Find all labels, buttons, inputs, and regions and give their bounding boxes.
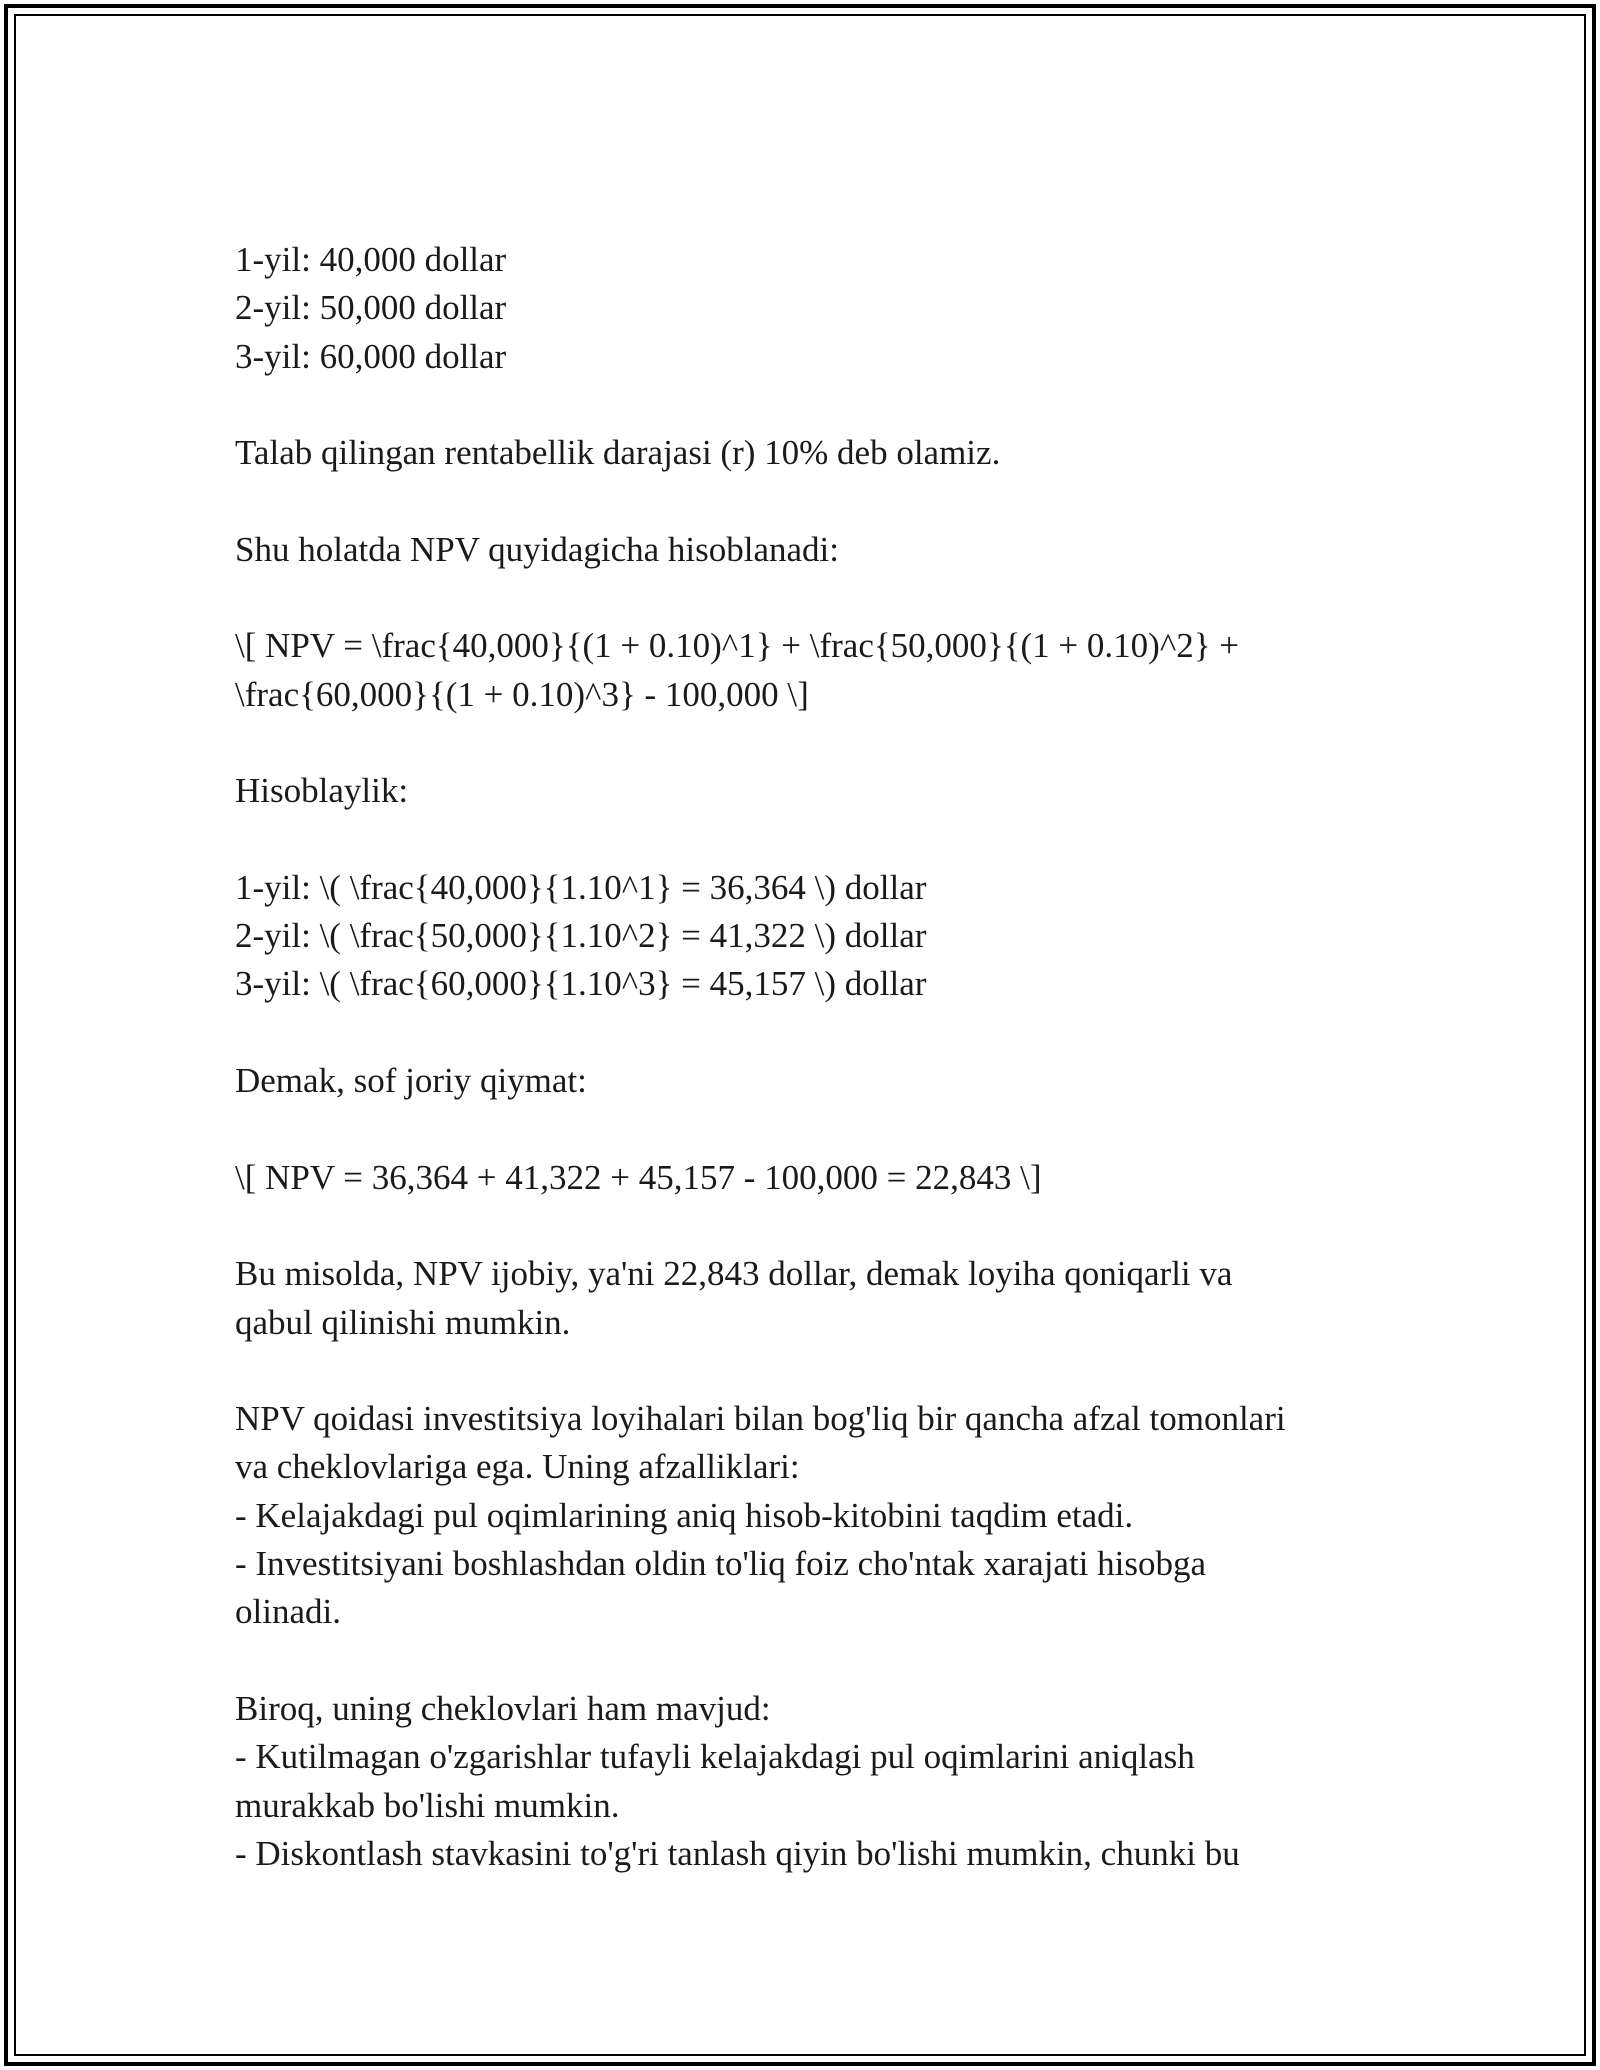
rate-sentence: Talab qilingan rentabellik darajasi (r) 10% deb olamiz. <box>235 433 1001 473</box>
cash-flow-year-2: 2-yil: 50,000 dollar <box>235 288 507 328</box>
npv-formula-line-1: \[ NPV = \frac{40,000}{(1 + 0.10)^1} + \frac{50,000}{(1 + 0.10)^2} + <box>235 626 1240 666</box>
spacer <box>235 574 1375 622</box>
spacer <box>235 719 1375 767</box>
result-intro: Demak, sof joriy qiymat: <box>235 1061 587 1101</box>
spacer <box>235 477 1375 525</box>
advantages-line-4: - Investitsiyani boshlashdan oldin to'liq foiz cho'ntak xarajati hisobga <box>235 1544 1207 1584</box>
document-body <box>235 236 1375 1878</box>
limitations-line-3: murakkab bo'lishi mumkin. <box>235 1785 620 1825</box>
advantages-line-3: - Kelajakdagi pul oqimlarining aniq hisob-kitobini taqdim etadi. <box>235 1495 1134 1535</box>
limitations-line-2: - Kutilmagan o'zgarishlar tufayli kelajakdagi pul oqimlarini aniqlash <box>235 1737 1195 1777</box>
cash-flow-year-3: 3-yil: 60,000 dollar <box>235 336 507 376</box>
calc-line-year-3: 3-yil: \( \frac{60,000}{1.10^3} = 45,157 \) dollar <box>235 964 927 1004</box>
spacer <box>235 1202 1375 1250</box>
spacer <box>235 381 1375 429</box>
spacer <box>235 1009 1375 1057</box>
limitations-line-1: Biroq, uning cheklovlari ham mavjud: <box>235 1688 771 1728</box>
calc-intro: Hisoblaylik: <box>235 771 409 811</box>
calc-line-year-1: 1-yil: \( \frac{40,000}{1.10^1} = 36,364 \) dollar <box>235 867 927 907</box>
npv-intro: Shu holatda NPV quyidagicha hisoblanadi: <box>235 529 840 569</box>
calc-line-year-2: 2-yil: \( \frac{50,000}{1.10^2} = 41,322 \) dollar <box>235 916 927 956</box>
spacer <box>235 1637 1375 1685</box>
limitations-line-4: - Diskontlash stavkasini to'g'ri tanlash qiyin bo'lishi mumkin, chunki bu <box>235 1833 1240 1873</box>
cash-flow-year-1: 1-yil: 40,000 dollar <box>235 240 507 279</box>
advantages-line-1: NPV qoidasi investitsiya loyihalari bilan bog'liq bir qancha afzal tomonlari <box>235 1399 1286 1439</box>
advantages-line-5: olinadi. <box>235 1592 341 1632</box>
npv-formula-line-2: \frac{60,000}{(1 + 0.10)^3} - 100,000 \] <box>235 674 809 714</box>
spacer <box>235 1105 1375 1153</box>
advantages-line-2: va cheklovlariga ega. Uning afzalliklari: <box>235 1447 800 1487</box>
spacer <box>235 816 1375 864</box>
result-formula: \[ NPV = 36,364 + 41,322 + 45,157 - 100,000 = 22,843 \] <box>235 1157 1042 1197</box>
conclusion-line-2: qabul qilinishi mumkin. <box>235 1302 571 1342</box>
conclusion-line-1: Bu misolda, NPV ijobiy, ya'ni 22,843 dollar, demak loyiha qoniqarli va <box>235 1254 1233 1294</box>
spacer <box>235 1347 1375 1395</box>
